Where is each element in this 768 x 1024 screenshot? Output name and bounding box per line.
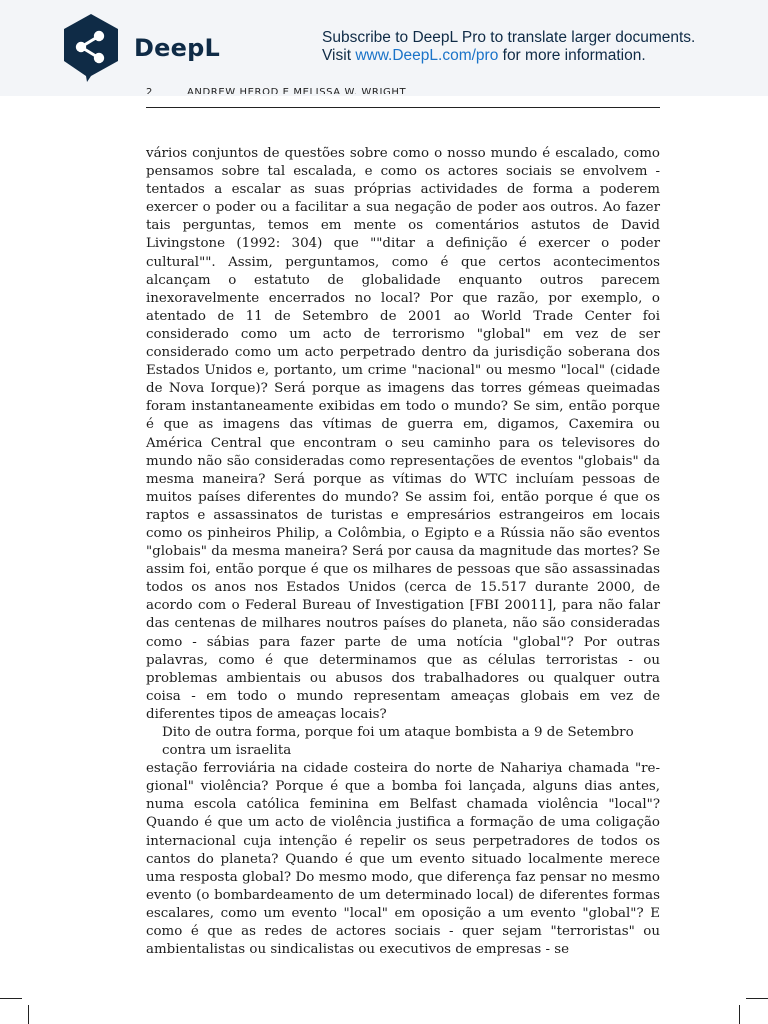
page-number: 2	[146, 87, 153, 94]
deepl-pro-link[interactable]: www.DeepL.com/pro	[355, 47, 499, 64]
crop-mark-right-vertical	[739, 1005, 740, 1024]
paragraph-3: estação ferroviária na cidade costeira do norte de Nahariya chamada "re- gional" violência? Porque é que a bomba foi lançada, alguns dias antes, numa escola católica feminina em Belfast chamada violência "local"? Quando é que um acto de violência justifica a formação de uma coligação internacional cuja intenção é repelir os seus perpetradores de todos os cantos do planeta? Quando é que um evento situado localmente merece uma resposta global? Do mesmo modo, que diferença faz pensar no mesmo evento (o bombardeamento de um determinado local) de diferentes formas escalares, como um evento "local" em oposição a um evento "global"? E como é que as redes de actores sociais - quer sejam "terroristas" ou ambientalistas ou sindicalistas ou executivos de empresas - se	[146, 761, 660, 958]
promo-tail-text: for more information.	[498, 47, 646, 64]
promo-line-1: Subscribe to DeepL Pro to translate larger documents.	[322, 29, 696, 46]
deepl-logo-icon	[60, 12, 122, 84]
document-body	[146, 145, 660, 959]
paragraph-1: vários conjuntos de questões sobre como o nosso mundo é escalado, como pensamos sobre tal escalada, e como os actores sociais se envolvem - tentados a escalar as suas próprias actividades de forma a poderem exercer o poder ou a facilitar a sua negação de poder aos outros. Ao fazer tais perguntas, temos em mente os comentários astutos de David Livingstone (1992: 304) que ""ditar a definição é exercer o poder cultural"". Assim, perguntamos, como é que certos acontecimentos alcançam o estatuto de globalidade enquanto outros parecem inexoravelmente encerrados no local? Por que razão, por exemplo, o atentado de 11 de Setembro de 2001 ao World Trade Center foi considerado como um acto de terrorismo "global" em vez de ser considerado como um acto perpetrado dentro da jurisdição soberana dos Estados Unidos e, portanto, um crime "nacional" ou mesmo "local" (cidade de Nova Iorque)? Será porque as imagens das torres gémeas queimadas foram instantaneamente exibidas em todo o mundo? Se sim, então porque é que as imagens das vítimas de guerra em, digamos, Caxemira ou América Central que encontram o seu caminho para os televisores do mundo não são consideradas como representações de eventos "globais" da mesma maneira? Será porque as vítimas do WTC incluíam pessoas de muitos países diferentes do mundo? Se assim foi, então porque é que os raptos e assassinatos de turistas e empresários estrangeiros em locais como os pinheiros Philip, a Colômbia, o Egipto e a Rússia não são eventos "globais" da mesma maneira? Será por causa da magnitude das mortes? Se assim foi, então porque é que os milhares de pessoas que são assassinadas todos os anos nos Estados Unidos (cerca de 15.517 durante 2000, de acordo com o Federal Bureau of Investigation [FBI 20011], para não falar das centenas de milhares noutros países do planeta, não são consideradas como - sábias para fazer parte de uma notícia "global"? Por outras palavras, como é que determinamos que as células terroristas - ou problemas ambientais ou abusos dos trabalhadores ou qualquer outra coisa - em todo o mundo representam ameaças globais em vez de diferentes tipos de ameaças locais?	[146, 146, 660, 722]
deepl-logo[interactable]	[60, 12, 220, 84]
promo-line-2	[322, 47, 695, 65]
crop-mark-right-horizontal	[746, 998, 768, 999]
running-head-authors: ANDREW HEROD E MELISSA W. WRIGHT	[186, 87, 407, 94]
promo-message	[322, 29, 695, 65]
header-rule	[146, 107, 660, 108]
crop-mark-left-horizontal	[0, 998, 22, 999]
deepl-brand-name: DeepL	[134, 34, 220, 62]
running-head	[146, 86, 660, 94]
paragraph-2: Dito de outra forma, porque foi um ataque bombista a 9 de Setembro contra um israelita	[162, 725, 634, 759]
promo-visit-text: Visit	[322, 47, 356, 64]
crop-mark-left-vertical	[28, 1005, 29, 1024]
deepl-promo-banner	[0, 0, 768, 96]
